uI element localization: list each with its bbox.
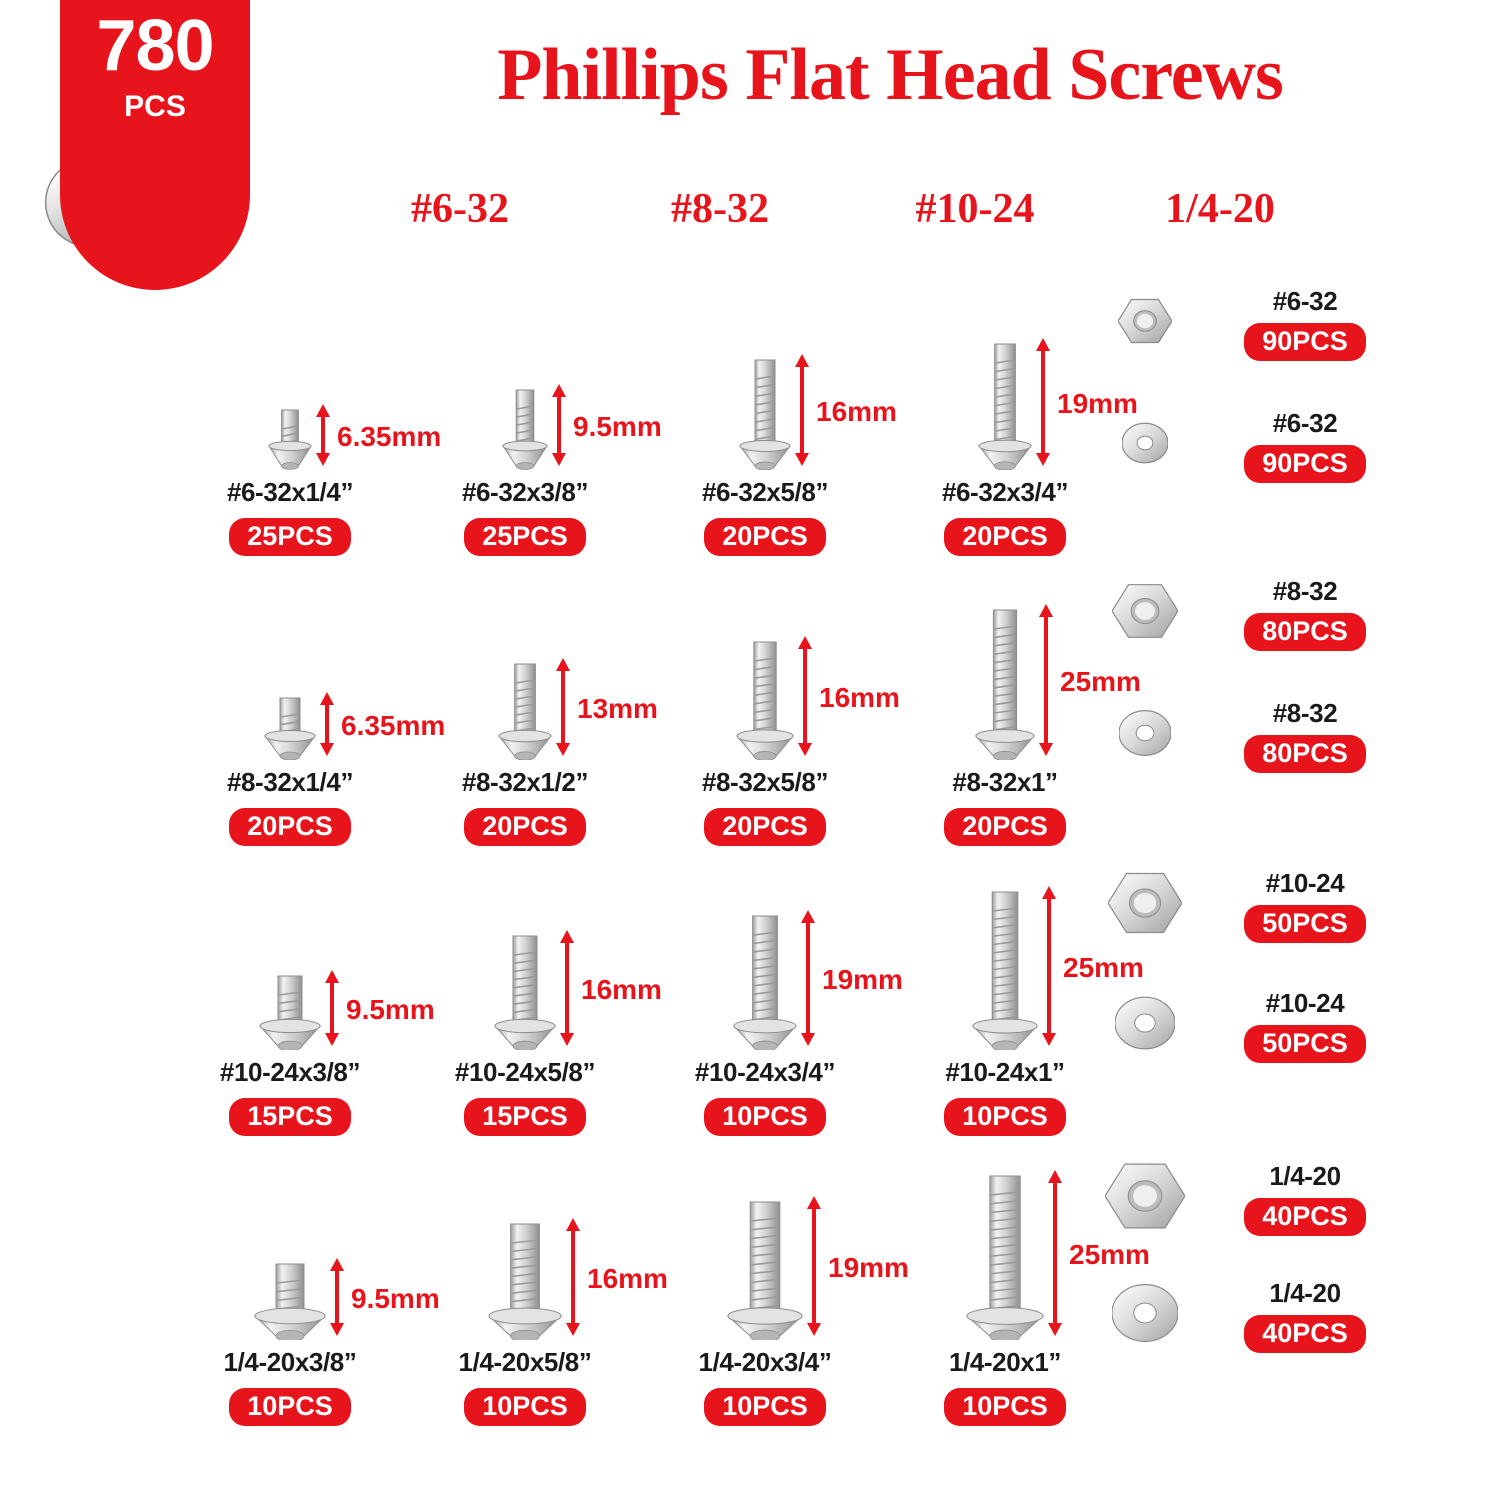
screw-illustration (400, 570, 658, 765)
screw-illustration (640, 570, 900, 765)
hardware-column (1090, 860, 1470, 1150)
hardware-label: #10-24 (1265, 867, 1345, 898)
quantity-pill: 10PCS (464, 1388, 586, 1426)
dimension-arrow-icon (559, 930, 575, 1051)
quantity-pill: 15PCS (464, 1098, 586, 1136)
hardware-label: 1/4-20 (1269, 1278, 1341, 1308)
screw-illustration (640, 1150, 909, 1345)
screw-illustration (165, 280, 442, 475)
hardware-label: #6-32 (1272, 286, 1338, 316)
product-row (0, 1150, 1500, 1440)
nut-item[interactable] (1090, 866, 1410, 945)
screw-illustration (640, 280, 897, 475)
dimension-arrow-icon (565, 1218, 581, 1341)
flat-washer-icon (1090, 1280, 1200, 1351)
screw-illustration (400, 860, 662, 1055)
hardware-label: 1/4-20 (1269, 1160, 1341, 1191)
screw-icon (248, 1256, 332, 1345)
nut-item[interactable] (1090, 286, 1410, 361)
part-label: #10-24x5/8” (454, 1057, 596, 1087)
flat-washer-icon (1090, 420, 1200, 471)
product-cell[interactable] (640, 570, 900, 860)
product-cell[interactable] (165, 570, 446, 860)
quantity-pill: 10PCS (944, 1388, 1066, 1426)
column-header-2: #10-24 (915, 186, 1035, 232)
hardware-label: #10-24 (1265, 988, 1345, 1018)
part-label: #6-32x1/4” (226, 477, 354, 507)
quantity-pill: 10PCS (944, 1098, 1066, 1136)
column-header-0: #6-32 (411, 186, 509, 232)
quantity-pill: 20PCS (464, 808, 586, 846)
dimension-arrow-icon (329, 1258, 345, 1341)
quantity-pill: 90PCS (1244, 323, 1366, 361)
nut-item[interactable] (1090, 1156, 1410, 1241)
product-cell[interactable] (400, 570, 658, 860)
quantity-pill: 20PCS (944, 808, 1066, 846)
dimension-arrow-icon (315, 404, 331, 471)
dimension-label: 9.5mm (346, 994, 435, 1025)
screw-icon (969, 602, 1041, 765)
dimension-arrow-icon (1041, 886, 1057, 1051)
screw-illustration (165, 1150, 440, 1345)
screw-icon (733, 352, 797, 475)
dimension-label: 25mm (1060, 666, 1141, 697)
screw-illustration (400, 280, 662, 475)
hex-nut-icon (1090, 578, 1200, 649)
dimension-label: 19mm (822, 964, 903, 995)
product-cell[interactable] (400, 1150, 668, 1440)
washer-item[interactable] (1090, 698, 1410, 773)
page-title: Phillips Flat Head Screws (497, 34, 1283, 116)
part-label: #8-32x5/8” (701, 767, 829, 797)
dimension-label: 16mm (581, 974, 662, 1005)
part-label: #10-24x3/4” (694, 1057, 836, 1087)
quantity-pill: 25PCS (464, 518, 586, 556)
quantity-pill: 80PCS (1244, 735, 1366, 773)
part-label: #6-32x3/4” (941, 477, 1069, 507)
quantity-pill: 10PCS (704, 1098, 826, 1136)
dimension-arrow-icon (319, 692, 335, 761)
dimension-arrow-icon (551, 384, 567, 471)
product-row (0, 570, 1500, 860)
product-cell[interactable] (165, 280, 442, 570)
screw-illustration (165, 570, 446, 765)
hardware-text (1200, 576, 1410, 651)
hex-nut-icon (1090, 1156, 1200, 1241)
product-row (0, 280, 1500, 570)
hardware-text (1200, 698, 1410, 773)
washer-item[interactable] (1090, 1278, 1410, 1353)
part-label: #8-32x1/2” (461, 767, 589, 797)
screw-icon (492, 656, 558, 765)
dimension-label: 19mm (1057, 388, 1138, 419)
dimension-arrow-icon (555, 658, 571, 761)
quantity-pill: 20PCS (704, 808, 826, 846)
part-label: #8-32x1/4” (226, 767, 354, 797)
hardware-column (1090, 570, 1470, 860)
screw-icon (253, 968, 327, 1055)
quantity-pill: 90PCS (1244, 445, 1366, 483)
dimension-label: 6.35mm (341, 710, 446, 741)
part-label: 1/4-20x3/8” (223, 1347, 357, 1377)
part-label: #8-32x1” (952, 767, 1058, 797)
hardware-text (1200, 286, 1410, 361)
flat-washer-icon (1090, 707, 1200, 764)
part-label: 1/4-20x5/8” (458, 1347, 592, 1377)
quantity-pill: 10PCS (704, 1388, 826, 1426)
part-label: 1/4-20x3/4” (698, 1347, 832, 1377)
hardware-text (1200, 408, 1410, 483)
product-cell[interactable] (640, 860, 903, 1150)
screw-icon (966, 884, 1044, 1055)
quantity-pill: 20PCS (229, 808, 351, 846)
dimension-arrow-icon (806, 1196, 822, 1341)
screw-illustration (400, 1150, 668, 1345)
hex-nut-icon (1090, 866, 1200, 945)
product-cell[interactable] (165, 860, 435, 1150)
quantity-pill: 80PCS (1244, 613, 1366, 651)
product-cell[interactable] (400, 860, 662, 1150)
screw-icon (960, 1168, 1050, 1345)
dimension-label: 19mm (828, 1252, 909, 1283)
screw-icon (262, 402, 318, 475)
column-header-3: 1/4-20 (1165, 186, 1275, 232)
product-cell[interactable] (640, 1150, 909, 1440)
dimension-arrow-icon (800, 910, 816, 1051)
header (0, 0, 1500, 232)
quantity-pill: 25PCS (229, 518, 351, 556)
dimension-arrow-icon (797, 636, 813, 761)
hardware-text (1200, 1161, 1410, 1236)
screw-icon (488, 928, 562, 1055)
screw-icon (258, 690, 322, 765)
dimension-arrow-icon (1047, 1170, 1063, 1341)
quantity-pill: 50PCS (1244, 1025, 1366, 1063)
product-cell[interactable] (400, 280, 662, 570)
product-row (0, 860, 1500, 1150)
screw-icon (482, 1216, 568, 1345)
hardware-label: #8-32 (1272, 576, 1338, 606)
part-label: 1/4-20x1” (948, 1347, 1062, 1377)
quantity-pill: 10PCS (229, 1388, 351, 1426)
product-cell[interactable] (640, 280, 897, 570)
screw-icon (730, 634, 800, 765)
washer-item[interactable] (1090, 408, 1410, 483)
quantity-pill: 50PCS (1244, 905, 1366, 943)
screw-icon (727, 908, 803, 1055)
dimension-label: 16mm (819, 682, 900, 713)
flat-washer-icon (1090, 993, 1200, 1058)
badge-unit: PCS (124, 90, 186, 123)
dimension-label: 16mm (587, 1263, 668, 1294)
part-label: #10-24x1” (945, 1057, 1065, 1087)
hardware-text (1200, 1278, 1410, 1353)
dimension-label: 13mm (577, 693, 658, 724)
part-label: #10-24x3/8” (219, 1057, 361, 1087)
dimension-label: 25mm (1069, 1239, 1150, 1270)
product-grid (0, 280, 1500, 1440)
part-label: #6-32x5/8” (701, 477, 829, 507)
hardware-text (1200, 988, 1410, 1063)
screw-icon (496, 382, 554, 475)
product-cell[interactable] (165, 1150, 440, 1440)
hardware-label: #6-32 (1272, 408, 1338, 438)
hardware-text (1200, 868, 1410, 943)
dimension-arrow-icon (1035, 338, 1051, 471)
screw-icon (721, 1194, 809, 1345)
washer-item[interactable] (1090, 988, 1410, 1063)
part-label: #6-32x3/8” (461, 477, 589, 507)
dimension-label: 16mm (816, 396, 897, 427)
dimension-arrow-icon (794, 354, 810, 471)
quantity-pill: 15PCS (229, 1098, 351, 1136)
hardware-label: #8-32 (1272, 698, 1338, 728)
dimension-label: 6.35mm (337, 421, 442, 452)
quantity-pill: 40PCS (1244, 1198, 1366, 1236)
screw-illustration (640, 860, 903, 1055)
dimension-arrow-icon (1038, 604, 1054, 761)
column-header-1: #8-32 (671, 186, 769, 232)
dimension-label: 9.5mm (351, 1283, 440, 1314)
hardware-column (1090, 1150, 1470, 1440)
dimension-label: 9.5mm (573, 411, 662, 442)
quantity-pill: 40PCS (1244, 1315, 1366, 1353)
quantity-pill: 20PCS (944, 518, 1066, 556)
badge-count: 780 (96, 6, 214, 86)
hex-nut-icon (1090, 294, 1200, 353)
screw-icon (972, 336, 1038, 475)
quantity-pill: 20PCS (704, 518, 826, 556)
screw-illustration (165, 860, 435, 1055)
nut-item[interactable] (1090, 576, 1410, 651)
quantity-badge (60, 0, 250, 290)
dimension-arrow-icon (324, 970, 340, 1051)
dimension-label: 25mm (1063, 952, 1144, 983)
hardware-column (1090, 280, 1470, 570)
